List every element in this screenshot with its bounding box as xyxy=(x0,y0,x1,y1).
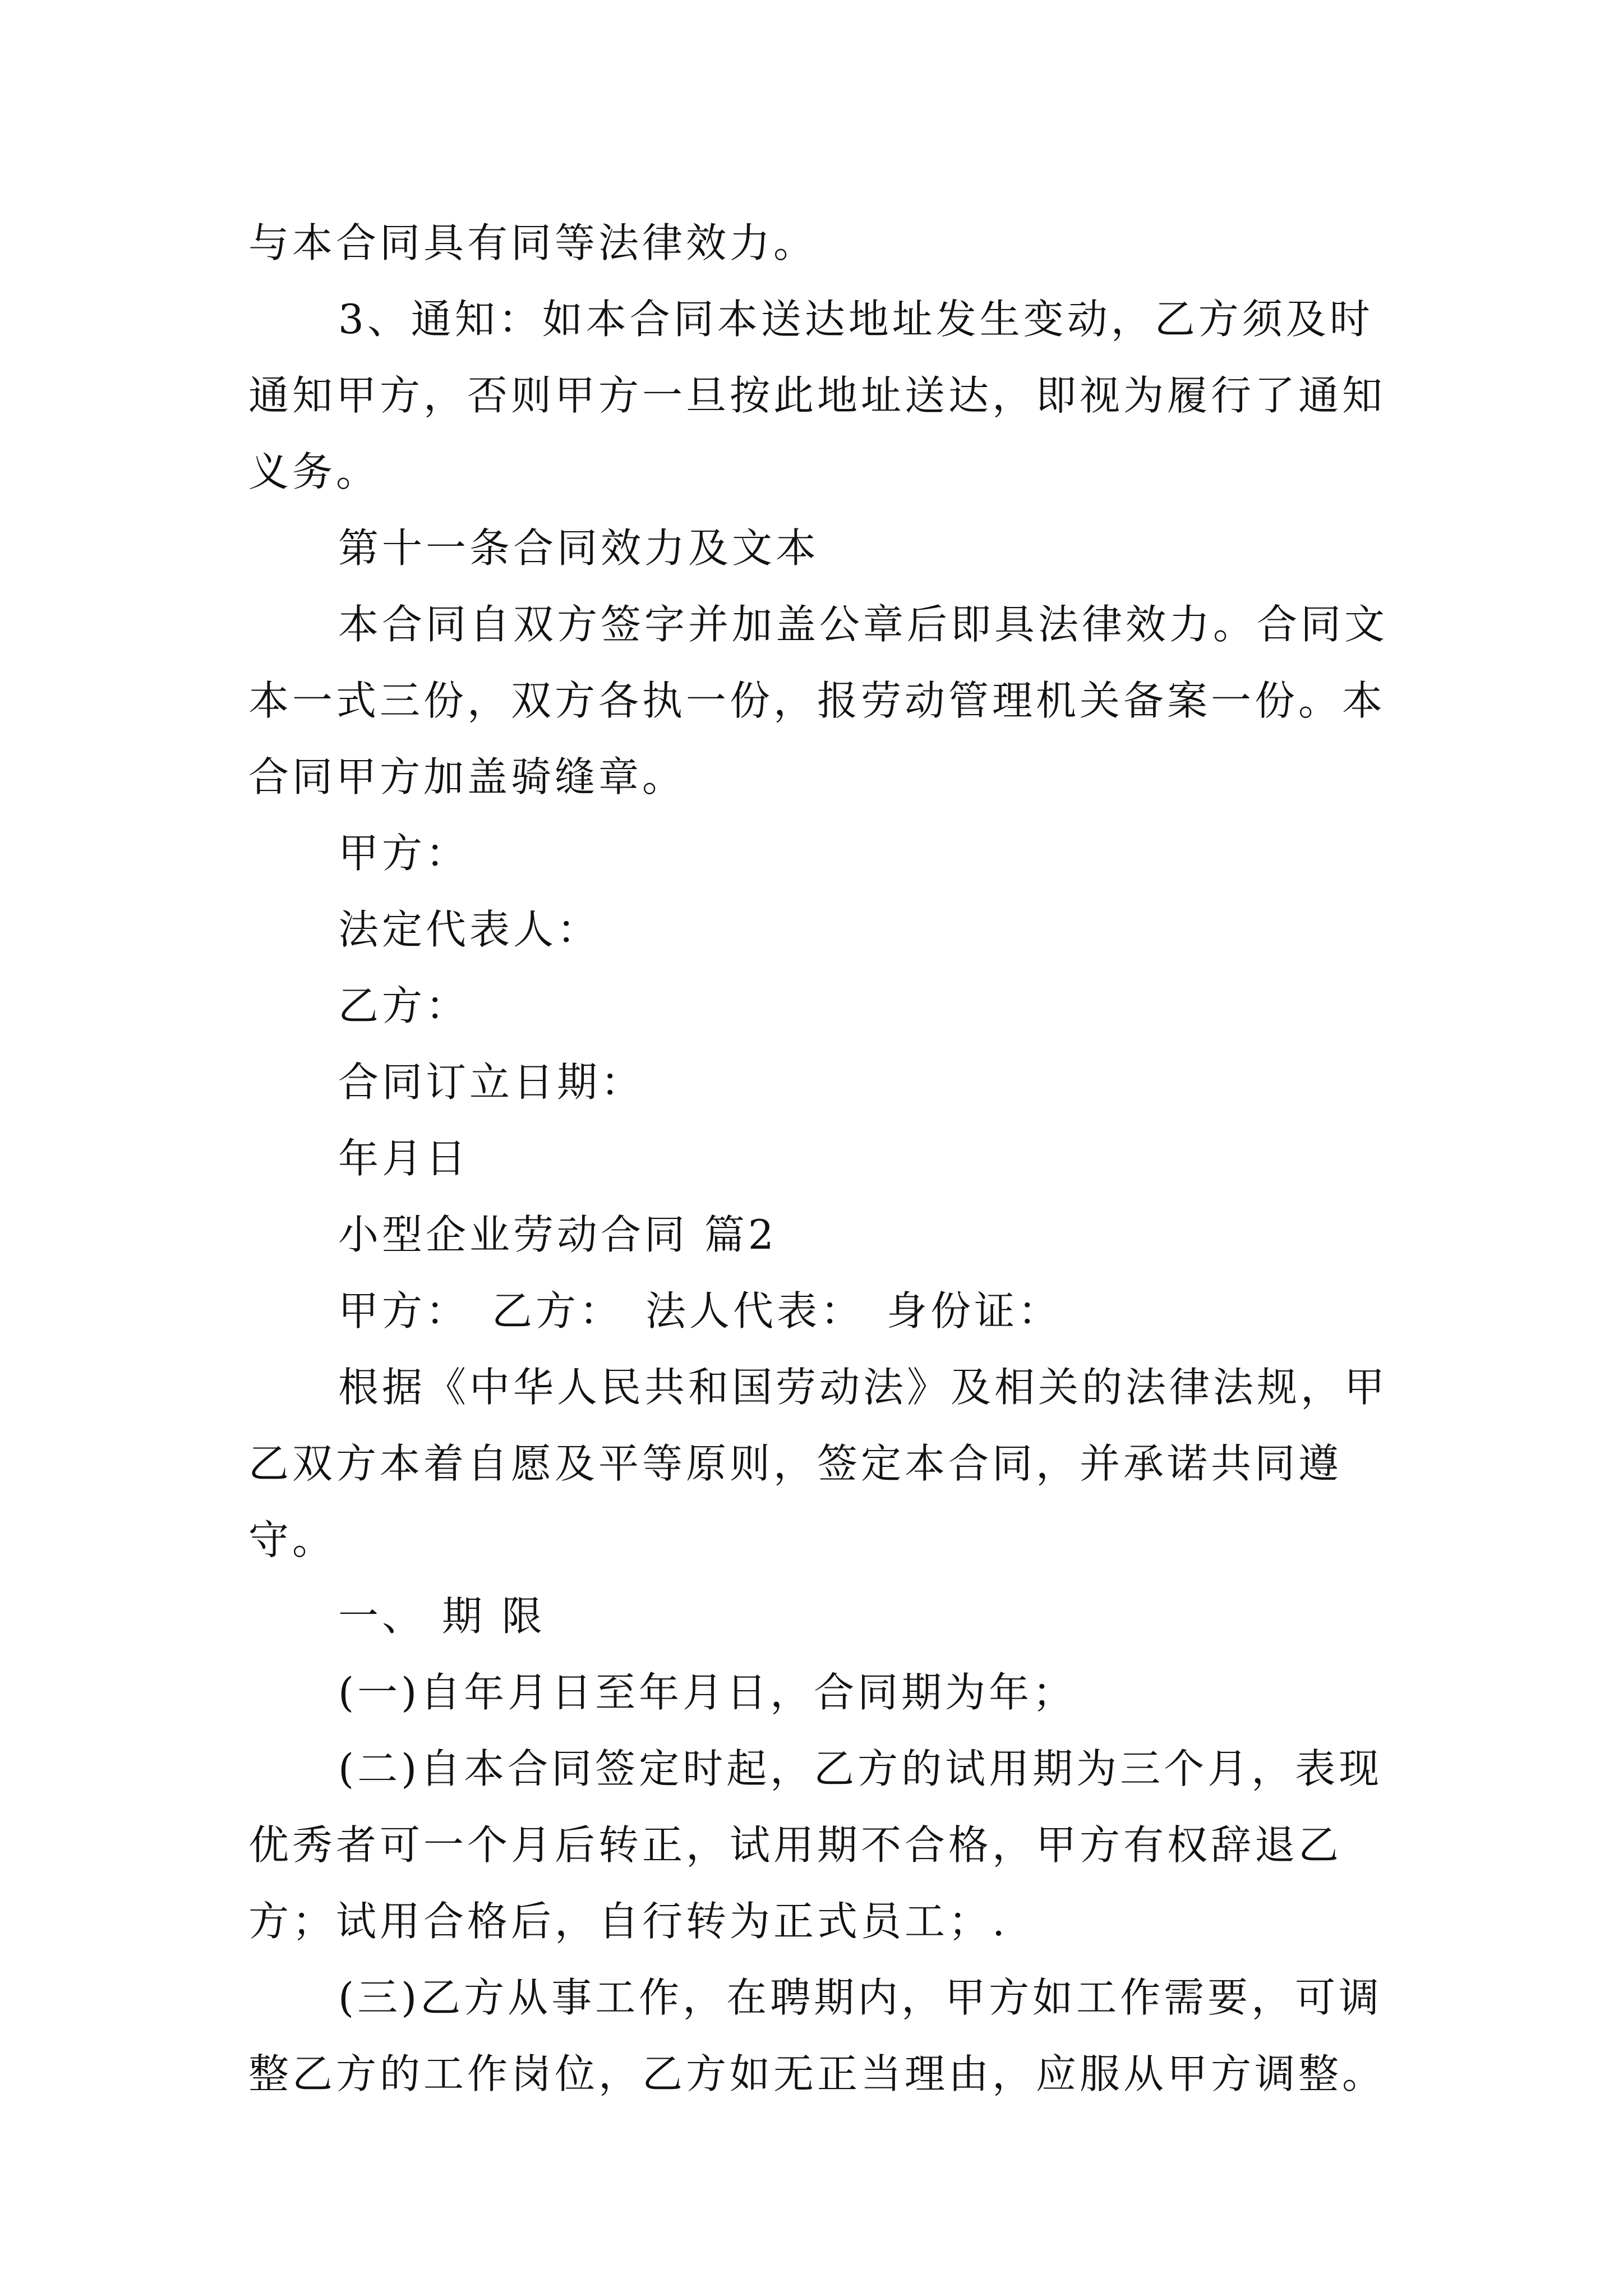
paragraph-contract-validity: 本合同自双方签字并加盖公章后即具法律效力。合同文本一式三份，双方各执一份，报劳动管理机关备案一份。本合同甲方加盖骑缝章。 xyxy=(248,601,1389,800)
signature-date-label: 合同订立日期： xyxy=(338,1059,645,1106)
clause-term-2: (二)自本合同签定时起，乙方的试用期为三个月，表现优秀者可一个月后转正，试用期不合格，甲方有权辞退乙方；试用合格后，自行转为正式员工；. xyxy=(248,1745,1383,1945)
document-body xyxy=(248,205,1393,2112)
signature-party-a: 甲方： xyxy=(338,830,470,877)
parties-line xyxy=(248,1273,1393,1349)
section-title-part-2: 小型企业劳动合同 篇2 xyxy=(338,1211,777,1258)
signature-legal-representative: 法定代表人： xyxy=(338,906,601,953)
section-term-heading: 一、 期 限 xyxy=(338,1593,546,1640)
party-b-label: 乙方： xyxy=(492,1287,624,1335)
signature-date-value: 年月日 xyxy=(338,1135,470,1182)
clause-term-1: (一)自年月日至年月日，合同期为年； xyxy=(338,1669,1077,1716)
legal-rep-label: 法人代表： xyxy=(645,1287,865,1335)
signature-party-b: 乙方： xyxy=(338,982,470,1029)
article-11-heading: 第十一条合同效力及文本 xyxy=(338,524,820,572)
paragraph-continuation: 与本合同具有同等法律效力。 xyxy=(248,219,818,266)
clause-term-3: (三)乙方从事工作，在聘期内，甲方如工作需要，可调整乙方的工作岗位，乙方如无正当理由，应服从甲方调整。 xyxy=(248,1974,1386,2097)
id-card-label: 身份证： xyxy=(887,1287,1062,1335)
paragraph-legal-basis: 根据《中华人民共和国劳动法》及相关的法律法规，甲乙双方本着自愿及平等原则，签定本合同，并承诺共同遵守。 xyxy=(248,1364,1389,1563)
paragraph-notice: 3、通知：如本合同本送达地址发生变动，乙方须及时通知甲方，否则甲方一旦按此地址送达，即视为履行了通知义务。 xyxy=(248,296,1386,495)
party-a-label: 甲方： xyxy=(338,1287,470,1335)
